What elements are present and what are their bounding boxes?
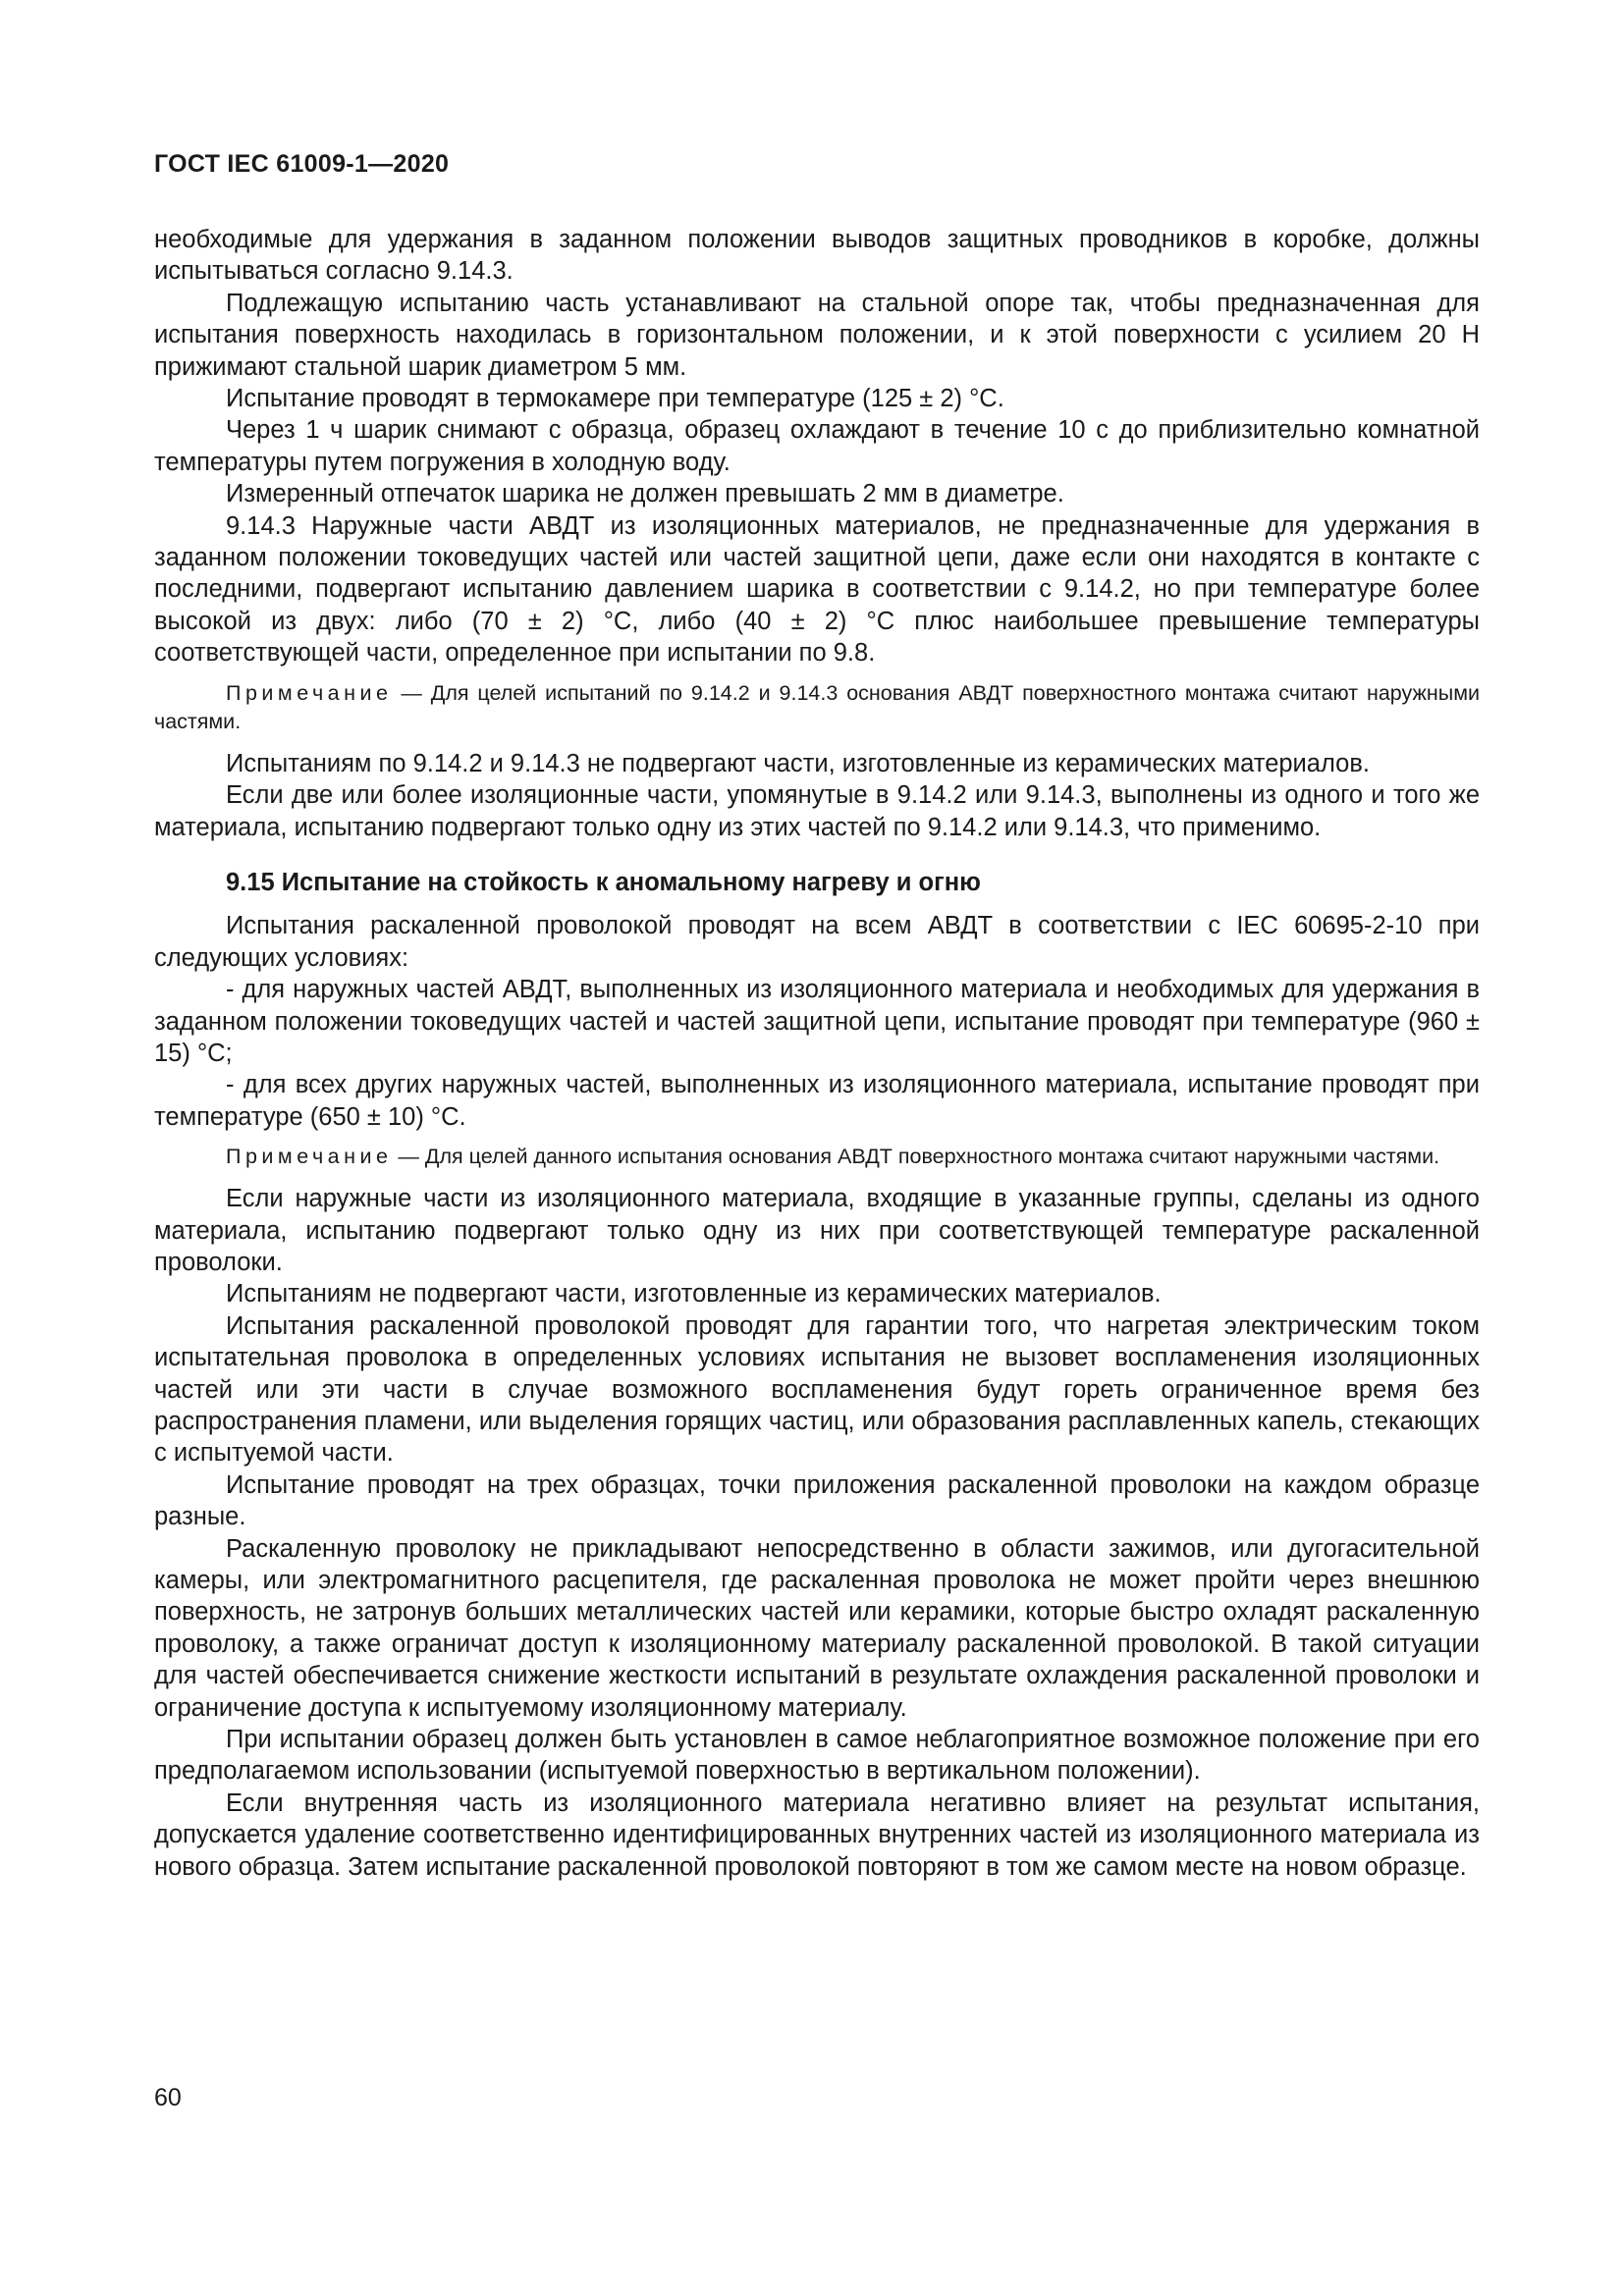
note-label: Примечание bbox=[226, 680, 393, 705]
document-body bbox=[154, 224, 1480, 1883]
note-text: — Для целей данного испытания основания АВДТ поверхностного монтажа считают наружными частями. bbox=[392, 1145, 1440, 1169]
paragraph: Испытание проводят в термокамере при температуре (125 ± 2) °С. bbox=[226, 385, 1004, 413]
paragraph: Испытания раскаленной проволокой проводят на всем АВДТ в соответствии с IEC 60695-2-10 при следующих условиях: bbox=[154, 912, 1480, 972]
paragraph: Если наружные части из изоляционного материала, входящие в указанные группы, сделаны из одного материала, испытанию подвергают только одну из них при соответствующей температуре раскаленной проволоки. bbox=[154, 1185, 1480, 1276]
list-item: - для всех других наружных частей, выполненных из изоляционного материала, испытание проводят при температуре (650 ± 10) °С. bbox=[154, 1071, 1480, 1131]
note bbox=[154, 679, 1480, 736]
paragraph: Испытания раскаленной проволокой проводят для гарантии того, что нагретая электрическим током испытательная проволока в определенных условиях испытания не вызовет воспламенения изоляционных частей или эти части в случае возможного воспламенения будут гореть ограниченное время без распространения пламени, или выделения горящих частиц, или образования расплавленных капель, стекающих с испытуемой части. bbox=[154, 1311, 1480, 1468]
paragraph: 9.14.3 Наружные части АВДТ из изоляционных материалов, не предназначенные для удержания в заданном положении токоведущих частей или частей защитной цепи, даже если они находятся в контакте с последними, подвергают испытанию давлением шарика в соответствии с 9.14.2, но при температуре более высокой из двух: либо (70 ± 2) °С, либо (40 ± 2) °С плюс наибольшее превышение температуры соответствующей части, определенное при испытании по 9.8. bbox=[154, 511, 1480, 667]
list-item: - для наружных частей АВДТ, выполненных из изоляционного материала и необходимых для удержания в заданном положении токоведущих частей и частей защитной цепи, испытание проводят при температуре (960 ± 15) °С; bbox=[154, 976, 1480, 1067]
paragraph: необходимые для удержания в заданном положении выводов защитных проводников в коробке, должны испытываться согласно 9.14.3. bbox=[154, 226, 1480, 286]
paragraph: Подлежащую испытанию часть устанавливают на стальной опоре так, чтобы предназначенная для испытания поверхность находилась в горизонтальном положении, и к этой поверхности с усилием 20 Н прижимают стальной шарик диаметром 5 мм. bbox=[154, 289, 1480, 381]
document-header: ГОСТ IEC 61009-1—2020 bbox=[154, 150, 450, 178]
page-number: 60 bbox=[154, 2084, 182, 2111]
paragraph: Испытаниям по 9.14.2 и 9.14.3 не подвергают части, изготовленные из керамических материалов. bbox=[226, 749, 1370, 777]
paragraph: Если внутренняя часть из изоляционного материала негативно влияет на результат испытания, допускается удаление соответственно идентифицированных внутренних частей из изоляционного материала из нового образца. Затем испытание раскаленной проволокой повторяют в том же самом месте на новом образце. bbox=[154, 1789, 1480, 1881]
paragraph: Испытаниям не подвергают части, изготовленные из керамических материалов. bbox=[226, 1280, 1162, 1308]
paragraph: Раскаленную проволоку не прикладывают непосредственно в области зажимов, или дугогасительной камеры, или электромагнитного расцепителя, где раскаленная проволока не может пройти через внешнюю поверхность, не затронув больших металлических частей или керамики, которые быстро охладят раскаленную проволоку, а также ограничат доступ к изоляционному материалу раскаленной проволокой. В такой ситуации для частей обеспечивается снижение жесткости испытаний в результате охлаждения раскаленной проволоки и ограничение доступа к испытуемому изоляционному материалу. bbox=[154, 1534, 1480, 1722]
paragraph: При испытании образец должен быть установлен в самое неблагоприятное возможное положение при его предполагаемом использовании (испытуемой поверхностью в вертикальном положении). bbox=[154, 1726, 1480, 1786]
note-label: Примечание bbox=[226, 1145, 393, 1169]
note-text: — Для целей испытаний по 9.14.2 и 9.14.3 основания АВДТ поверхностного монтажа считают наружными частями. bbox=[154, 680, 1480, 733]
paragraph: Если две или более изоляционные части, упомянутые в 9.14.2 или 9.14.3, выполнены из одного и того же материала, испытанию подвергают только одну из этих частей по 9.14.2 или 9.14.3, что применимо. bbox=[154, 781, 1480, 841]
paragraph: Измеренный отпечаток шарика не должен превышать 2 мм в диаметре. bbox=[226, 480, 1064, 508]
section-heading: 9.15 Испытание на стойкость к аномальному нагреву и огню bbox=[226, 868, 981, 896]
note bbox=[154, 1143, 1480, 1171]
paragraph: Испытание проводят на трех образцах, точки приложения раскаленной проволоки на каждом образце разные. bbox=[154, 1470, 1480, 1531]
paragraph: Через 1 ч шарик снимают с образца, образец охлаждают в течение 10 с до приблизительно комнатной температуры путем погружения в холодную воду. bbox=[154, 416, 1480, 476]
